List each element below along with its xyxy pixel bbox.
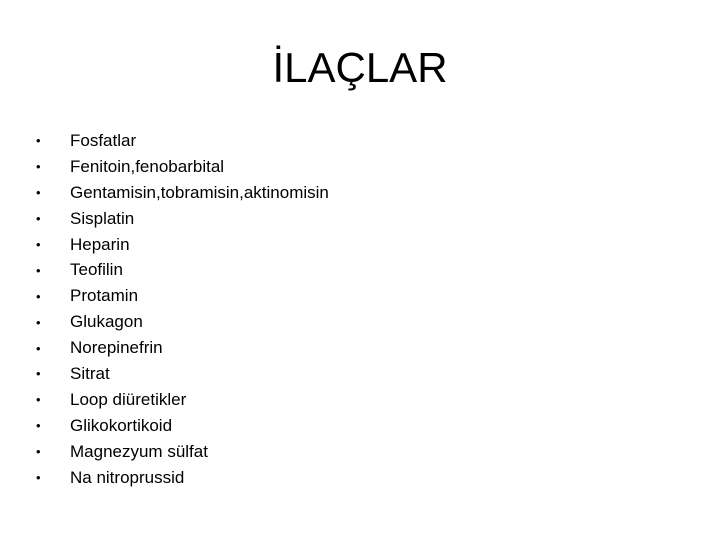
bullet-icon: • (36, 418, 41, 434)
bullet-icon: • (36, 262, 41, 278)
list-item-text: Teofilin (70, 260, 123, 280)
list-item (36, 439, 329, 465)
bullet-icon: • (36, 470, 41, 486)
bullet-icon: • (36, 340, 41, 356)
list-item-text: Fosfatlar (70, 130, 137, 150)
list-item (36, 180, 329, 206)
list-item (36, 257, 329, 283)
list-item (36, 413, 329, 439)
list-item-text: Sitrat (70, 363, 110, 383)
bullet-icon: • (36, 314, 41, 330)
list-item-text: Na nitroprussid (70, 467, 185, 487)
bullet-icon: • (36, 211, 41, 227)
bullet-icon: • (36, 133, 41, 149)
bullet-icon: • (36, 366, 41, 382)
list-item-text: Fenitoin,fenobarbital (70, 156, 225, 176)
list-item-text: Glukagon (70, 312, 143, 332)
list-item (36, 361, 329, 387)
list-item-text: Glikokortikoid (70, 415, 173, 435)
list-item (36, 283, 329, 309)
list-item-text: Heparin (70, 234, 130, 254)
list-item-text: Norepinefrin (70, 338, 163, 358)
bullet-icon: • (36, 288, 41, 304)
bullet-icon: • (36, 185, 41, 201)
bullet-list (36, 128, 329, 490)
list-item (36, 465, 329, 491)
list-item-text: Protamin (70, 286, 139, 306)
list-item (36, 232, 329, 258)
bullet-icon: • (36, 237, 41, 252)
list-item-text: Loop diüretikler (70, 389, 187, 409)
list-item (36, 128, 329, 154)
list-item (36, 335, 329, 361)
slide-title: İLAÇLAR (272, 44, 448, 91)
bullet-icon: • (36, 159, 41, 175)
list-item-text: Sisplatin (70, 208, 135, 228)
list-item-text: Gentamisin,tobramisin,aktinomisin (70, 182, 329, 202)
list-item (36, 206, 329, 232)
bullet-icon: • (36, 392, 41, 408)
bullet-icon: • (36, 444, 41, 460)
list-item-text: Magnezyum sülfat (70, 441, 208, 461)
list-item (36, 387, 329, 413)
list-item (36, 309, 329, 335)
list-item (36, 154, 329, 180)
